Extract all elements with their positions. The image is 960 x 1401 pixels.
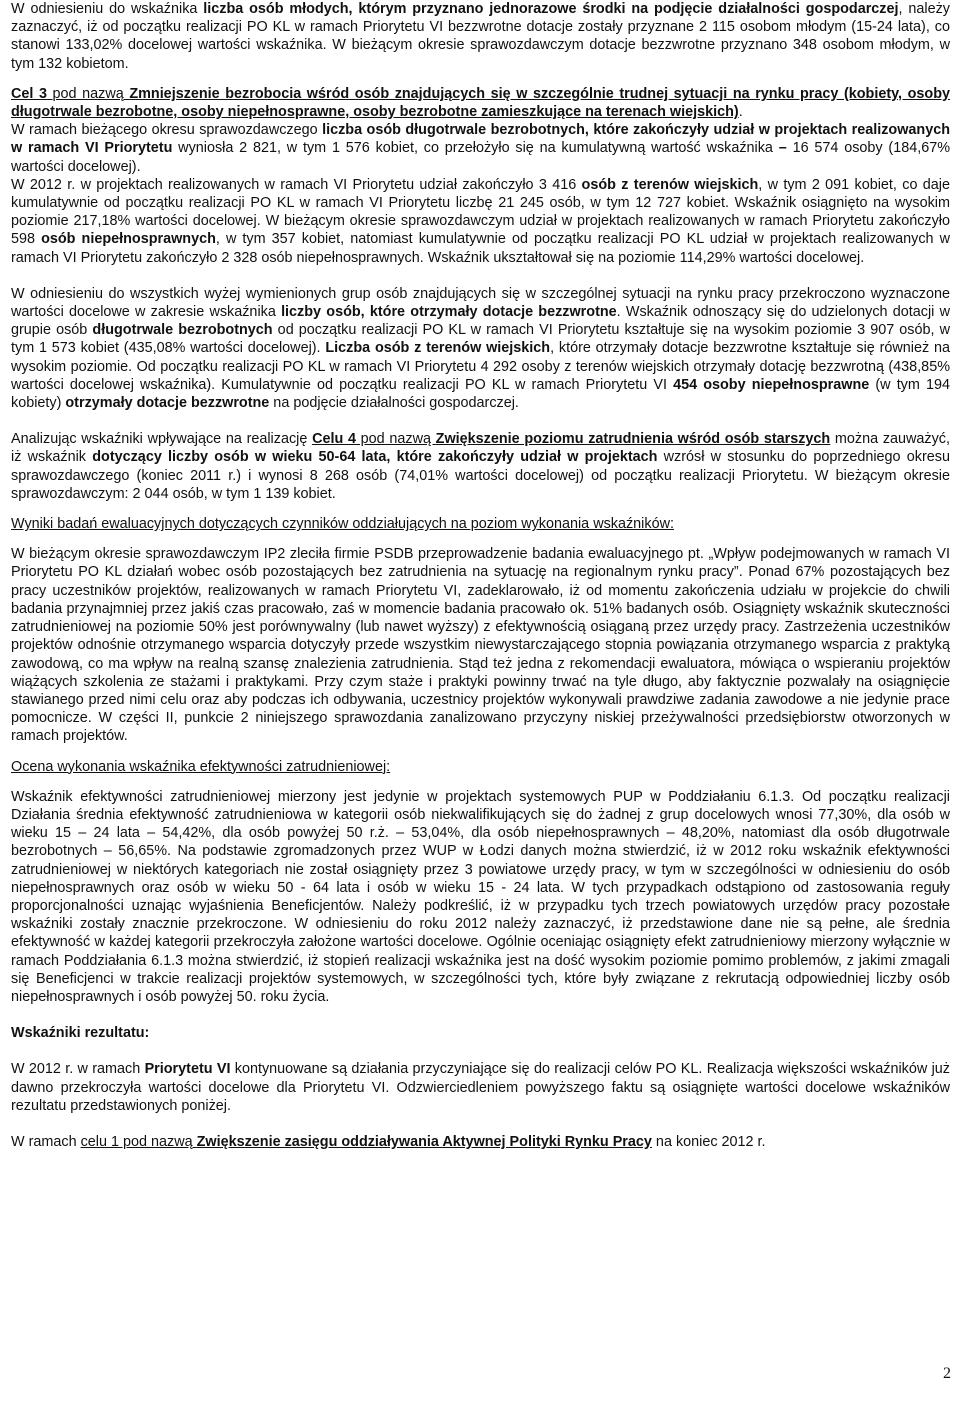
text-span: pod nazwą [118, 1133, 197, 1150]
text-span: na koniec 2012 r. [651, 1133, 766, 1150]
text-span: od początku realizacji PO KL w ramach VI Priorytetu kształtuje się na wysokim poziomie 3 907 osób, w tym 1 573 kobiet (435,08% wartości docelowej). [11, 322, 950, 357]
paragraph-goal-4 [11, 430, 950, 503]
text-span: wyniosła 2 821, w tym 1 576 kobiet, co przełożyło się na kumulatywną wartość wskaźnika [172, 140, 779, 157]
page-number: 2 [943, 1364, 951, 1382]
goal-4-label: Celu 4 [312, 431, 356, 448]
heading-evaluation-results: Wyniki badań ewaluacyjnych dotyczących czynników oddziałujących na poziom wykonania wskaźników: [11, 516, 674, 533]
text-span: W 2012 r. w projektach realizowanych w ramach VI Priorytetu udział zakończyło 3 416 [11, 176, 582, 193]
bold-span: liczby osób, które otrzymały dotacje bezzwrotne [281, 304, 617, 321]
text-span: W ramach bieżącego okresu sprawozdawczego [11, 122, 323, 139]
bold-span: dotyczący liczby osób w wieku 50-64 lata, które zakończyły udział w projektach [92, 449, 658, 466]
paragraph-employment-effectiveness: Wskaźnik efektywności zatrudnieniowej mierzony jest jedynie w projektach systemowych PUP w Poddziałaniu 6.1.3. Od początku realizacji Działania średnia efektywność zatrudnieniowa w kategorii osób niekwalifikujących się do żadnej z grup docelowych wnosi 77,30%, dla osób w wieku 15 – 24 lata – 54,42%, dla osób powyżej 50 r.ż. – 53,04%, dla osób niepełnosprawnych – 48,20%, natomiast dla osób długotrwale bezrobotnych – 56,65%. Na podstawie zgromadzonych przez WUP w Łodzi danych można stwierdzić, iż w 2012 roku wskaźnik efektywności zatrudnieniowej w niektórych kategoriach nie został osiągnięty przez 3 powiatowe urzędy pracy, w tym w szczególności w odniesieniu do osób niepełnosprawnych oraz osób w wieku 50 - 64 lata i osób w wieku 15 - 24 lata. W tych przypadkach odstąpiono od zastosowania reguły proporcjonalności uznając wyjaśnienia Beneficjentów. Należy podkreślić, iż w przypadku tych trzech powiatowych urzędów pracy pozostałe wskaźniki zostały znacznie przekroczone. W odniesieniu do roku 2012 należy zaznaczyć, iż przedstawione dane nie są pełne, ale średnia efektywność w każdej kategorii przekroczyła założone wartości docelowe. Ogólnie oceniając osiągnięty efekt zatrudnieniowy mierzony wyłącznie w ramach Poddziałania 6.1.3 można stwierdzić, iż stopień realizacji wskaźnika jest na dość wysokim poziomie pomimo problemów, z jakimi zmagali się Beneficjenci w trakcie realizacji projektów systemowych, w szczególności tych, które były związane z rekrutacją odpowiedniej liczby osób niepełnosprawnych i osób powyżej 50. roku życia. [11, 788, 950, 1005]
text-span: wzrósł w stosunku do poprzedniego okresu sprawozdawczego (koniec 2011 r.) i wynosi 8 268 osób (74,01% wartości docelowej) od początku realizacji Priorytetu. W bieżącym okresie sprawozdawczym: 2 044 osób, w tym 1 139 kobiet. [11, 449, 950, 502]
bold-span: liczba osób młodych, którym przyznano jednorazowe środki na podjęcie działalności gospodarczej [203, 1, 899, 17]
goal-3-title: Zmniejszenie bezrobocia wśród osób znajdujących się w szczególnie trudnej sytuacji na rynku pracy (kobiety, osoby długotrwale bezrobotne, osoby niepełnosprawne, osoby bezrobotne zamieszkujące na terenach wiejskich) [11, 85, 950, 121]
paragraph-priority-vi [11, 1060, 950, 1115]
bold-span: Liczba osób z terenów wiejskich [325, 340, 551, 357]
bold-span: otrzymały dotacje bezzwrotne [65, 395, 270, 412]
bold-span: Wskaźniki rezultatu: [11, 1025, 150, 1042]
goal-1-title: Zwiększenie zasięgu oddziaływania Aktywnej Polityki Rynku Pracy [196, 1133, 652, 1150]
bold-span: liczba osób długotrwale bezrobotnych, które zakończyły udział w projektach realizowanych w ramach VI Priorytetu [11, 122, 950, 157]
text-span: , w tym 357 kobiet, natomiast kumulatywnie od początku realizacji PO KL udział w projektach realizowanych w ramach VI Priorytetu zakończyło 2 328 osób niepełnosprawnych. Wskaźnik ukształtował się na poziomie 114,29% wartości docelowej. [11, 231, 951, 266]
text-span: W ramach [11, 1133, 81, 1150]
heading-employment-effectiveness: Ocena wykonania wskaźnika efektywności zatrudnieniowej: [11, 758, 391, 775]
text-span: Analizując wskaźniki wpływające na realizację [11, 431, 313, 448]
paragraph-grants-summary [11, 285, 950, 412]
paragraph-evaluation-study: W bieżącym okresie sprawozdawczym IP2 zleciła firmie PSDB przeprowadzenie badania ewaluacyjnego pt. „Wpływ podejmowanych w ramach VI Priorytetu PO KL działań wobec osób pozostających bez zatrudnienia na sytuację na regionalnym rynku pracy”. Ponad 67% pozostających bez pracy uczestników projektów, realizowanych w ramach Priorytetu VI, zadeklarowało, iż od momentu zakończenia udziału w projekcie do chwili badania przynajmniej przez jakiś czas pracowało, zaś w momencie badania pracowało ok. 51% badanych osób. Osiągnięty wskaźnik skuteczności zatrudnieniowej na poziomie 50% jest porównywalny (lub nawet wyższy) z efektywnością osiąganą przez urzędy pracy. Zastrzeżenia uczestników projektów odnośnie otrzymanego wsparcia dotyczyły przede wszystkim niewystarczającego stopnia powiązania otrzymanego wsparcia z praktyką zawodową, co ma wpływ na realną szansę znalezienia zatrudnienia. Stąd też jedna z rekomendacji ewaluatora, mówiąca o wspieraniu projektów wiążących szkolenia ze stażami i praktykami. Przy czym staże i praktyki powinny trwać na tyle długo, aby faktycznie pozwalały na osiągnięcie stawianego przed nimi celu oraz aby podczas ich odbywania, uczestnicy projektów wykonywali prawdziwe zadania zawodowe a nie jedynie prace pomocnicze. W części II, punkcie 2 niniejszego sprawozdania zanalizowano przyczyny niskiej przeżywalności przedsiębiorstw otworzonych w ramach projektów. [11, 546, 950, 745]
bold-span: długotrwale bezrobotnych [92, 322, 273, 339]
goal-1-label: celu 1 [80, 1133, 119, 1150]
text-span: kontynuowane są działania przyczyniające się do realizacji celów PO KL. Realizacja większości wskaźników już dawno przekroczyła wartości docelowe dla Priorytetu VI. Odzwierciedleniem powyższego faktu są osiągnięte wartości docelowe wskaźników rezultatu przedstawionych poniżej. [11, 1061, 950, 1114]
text-span: pod nazwą [355, 431, 436, 448]
bold-span: Priorytetu VI [144, 1061, 231, 1078]
text-span: można zauważyć, iż wskaźnik [11, 431, 950, 466]
text-span: W odniesieniu do wszystkich wyżej wymienionych grup osób znajdujących się w szczególnej sytuacji na rynku pracy przekroczono wyznaczone wartości docelowe w zakresie wskaźnika [11, 285, 950, 321]
text-span: pod nazwą [52, 85, 130, 102]
text-span: W 2012 r. w ramach [11, 1061, 145, 1078]
paragraph-long-term-unemployed [11, 121, 950, 267]
paragraph-goal-1 [11, 1133, 950, 1151]
bold-span: osób niepełnosprawnych [41, 231, 216, 248]
goal-3-label: Cel 3 [11, 85, 53, 102]
bold-span: osób z terenów wiejskich [581, 176, 759, 193]
text-span: , należy zaznaczyć, iż od początku realizacji PO KL w ramach Priorytetu VI bezzwrotne dotacje zostały przyznane 2 115 osobom młodym (15-24 lata), co stanowi 133,02% docelowej wartości wskaźnika. W bieżącym okresie sprawozdawczym dotacje bezzwrotne przyznano 348 osobom młodym, w tym 132 kobietom. [11, 1, 950, 72]
text-span: , w tym 2 091 kobiet, co daje kumulatywnie od początku realizacji PO KL w ramach VI Priorytetu liczbę 21 245 osób, w tym 12 727 kobiet. Wskaźnik osiągnięto na wysokim poziomie 217,18% wartości docelowej. W bieżącym okresie sprawozdawczym udział w projektach realizowanych w ramach Priorytetu zakończyło 598 [11, 176, 950, 248]
paragraph-young-persons-grants [11, 0, 950, 73]
text-span: (w tym 194 kobiety) [11, 376, 950, 412]
text-span: . [738, 104, 743, 121]
goal-4-title: Zwiększenie poziomu zatrudnienia wśród osób starszych [435, 431, 831, 448]
text-span: W odniesieniu do wskaźnika [11, 1, 204, 17]
text-span: na podjęcie działalności gospodarczej. [269, 395, 519, 412]
bold-span: 454 osoby niepełnosprawne [673, 376, 870, 393]
text-span: 16 574 osoby (184,67% wartości docelowej). [11, 140, 950, 175]
heading-result-indicators [11, 1024, 950, 1042]
text-span: , które otrzymały dotacje bezzwrotne kształtuje się również na wysokim poziomie. Od początku realizacji PO KL w ramach VI Priorytetu 4 292 osoby z terenów wiejskich otrzymały dotację bezzwrotną (438,85% wartości docelowej wskaźnika). Kumulatywnie od początku realizacji PO KL w ramach Priorytetu VI [11, 340, 950, 393]
text-span: . Wskaźnik odnoszący się do udzielonych dotacji w grupie osób [11, 304, 950, 339]
paragraph-goal-3 [11, 85, 950, 121]
bold-span: – [778, 140, 787, 157]
